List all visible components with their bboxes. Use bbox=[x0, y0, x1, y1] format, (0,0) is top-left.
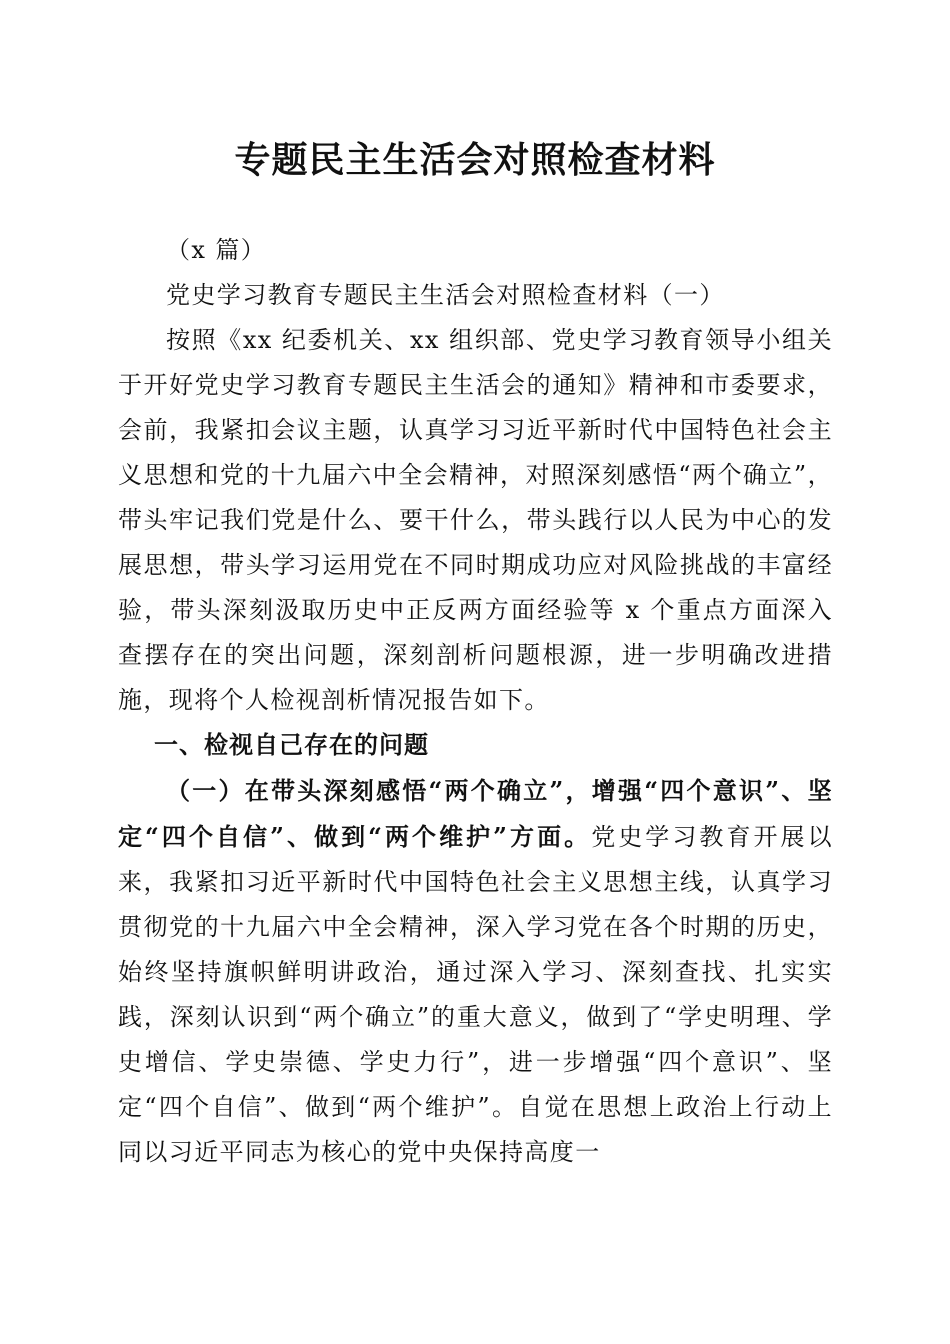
document-subtitle: 党史学习教育专题民主生活会对照检查材料（一） bbox=[166, 281, 725, 309]
document-title: 专题民主生活会对照检查材料 bbox=[234, 139, 716, 181]
section-heading: 一、检视自己存在的问题 bbox=[154, 731, 429, 759]
item-paragraph bbox=[118, 768, 833, 1175]
intro-paragraph: 按照《xx 纪委机关、xx 组织部、党史学习教育领导小组关于开好党史学习教育专题民主生活会的通知》精神和市委要求，会前，我紧扣会议主题，认真学习习近平新时代中国特色社会主义思想和党的十九届六中全会精神，对照深刻感悟“两个确立”，带头牢记我们党是什么、要干什么，带头践行以人民为中心的发展思想，带头学习运用党在不同时期成功应对风险挑战的丰富经验，带头深刻汲取历史中正反两方面经验等 x 个重点方面深入查摆存在的突出问题，深刻剖析问题根源，进一步明确改进措施，现将个人检视剖析情况报告如下。 bbox=[118, 326, 833, 714]
document-body bbox=[118, 228, 833, 1175]
item-heading: （一）在带头深刻感悟“两个确立”，增强“四个意识”、坚定“四个自信”、做到“两个维护”方面。 bbox=[118, 776, 833, 851]
count-note: （x 篇） bbox=[166, 236, 267, 264]
item-body: 党史学习教育开展以来，我紧扣习近平新时代中国特色社会主义思想主线，认真学习贯彻党的十九届六中全会精神，深入学习党在各个时期的历史，始终坚持旗帜鲜明讲政治，通过深入学习、深刻查找、扎实实践，深刻认识到“两个确立”的重大意义，做到了“学史明理、学史增信、学史崇德、学史力行”，进一步增强“四个意识”、坚定“四个自信”、做到“两个维护”。自觉在思想上政治上行动上同以习近平同志为核心的党中央保持高度一 bbox=[118, 823, 833, 1166]
